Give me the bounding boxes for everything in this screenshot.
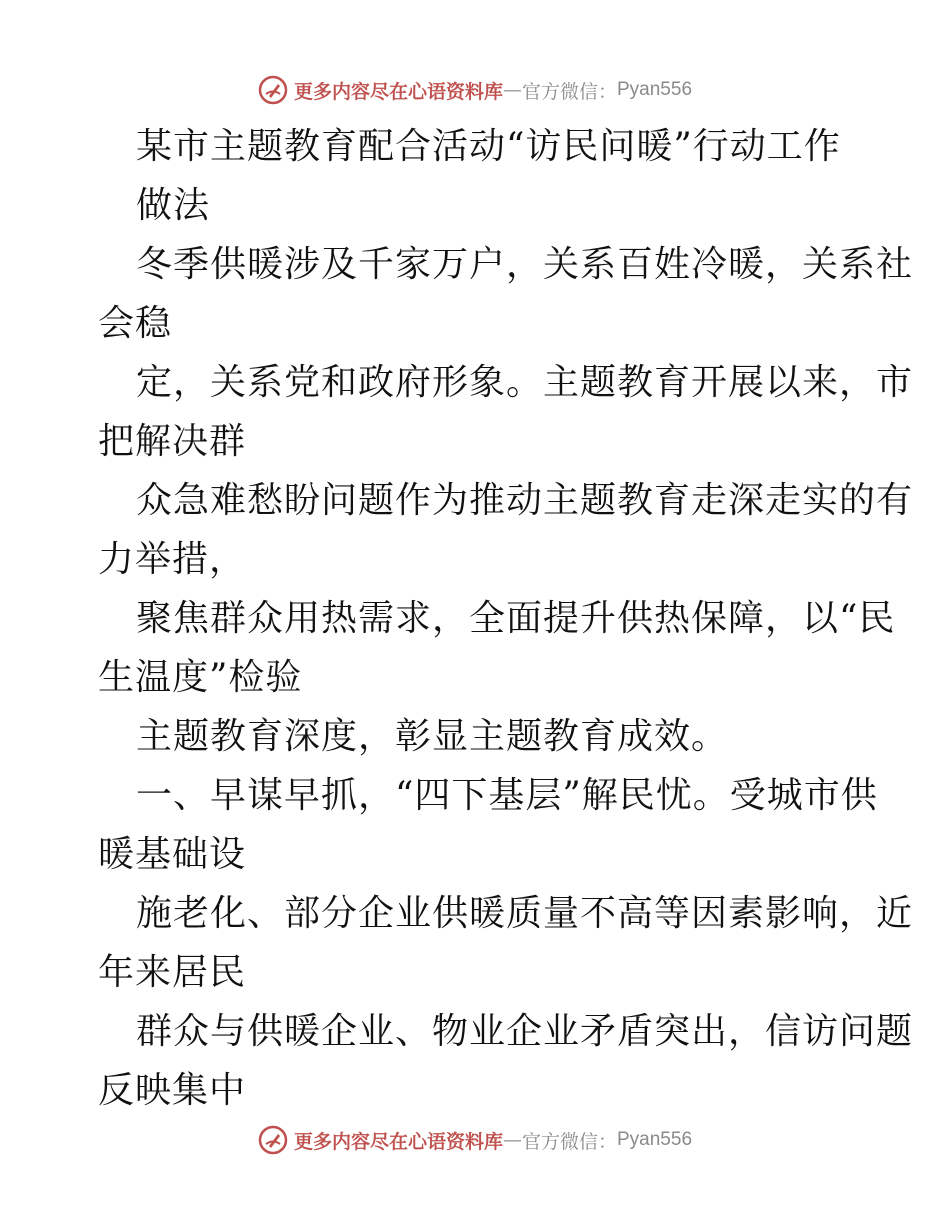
paragraph-line: 冬季供暖涉及千家万户，关系百姓冷暖，关系社 (136, 244, 914, 285)
book-pen-logo-icon (258, 1125, 288, 1155)
paragraph-line: 年来居民 (98, 952, 247, 993)
paragraph-line: 把解决群 (98, 421, 247, 462)
paragraph-line: 主题教育深度，彰显主题教育成效。 (136, 716, 729, 757)
footer-watermark (0, 1122, 950, 1158)
watermark-wechat-label: 官方微信： (521, 80, 617, 103)
paragraph-line: 暖基础设 (98, 834, 247, 875)
document-title-line-2: 做法 (136, 185, 211, 226)
paragraph-line: 生温度”检验 (98, 657, 303, 698)
watermark-wechat-label: 官方微信： (521, 1130, 617, 1153)
paragraph-line: 施老化、部分企业供暖质量不高等因素影响，近 (136, 893, 914, 934)
watermark-separator: — (502, 1129, 522, 1151)
watermark-wechat-id: Pyan556 (617, 79, 693, 100)
watermark-wechat-id: Pyan556 (617, 1129, 693, 1150)
paragraph-line: 群众与供暖企业、物业企业矛盾突出，信访问题 (136, 1011, 914, 1052)
paragraph-line: 力举措， (98, 539, 247, 580)
watermark-brand-text: 更多内容尽在心语资料库 (293, 1130, 503, 1153)
paragraph-line: 定，关系党和政府形象。主题教育开展以来，市 (136, 362, 914, 403)
paragraph-line: 众急难愁盼问题作为推动主题教育走深走实的有 (136, 480, 914, 521)
paragraph-line: 反映集中 (98, 1070, 247, 1111)
section-heading-line: 一、早谋早抓，“四下基层”解民忧。受城市供 (136, 775, 878, 816)
paragraph-line: 聚焦群众用热需求，全面提升供热保障，以“民 (136, 598, 896, 639)
paragraph-line: 会稳 (98, 303, 173, 344)
watermark-brand-text: 更多内容尽在心语资料库 (293, 80, 503, 103)
watermark-separator: — (502, 79, 522, 101)
document-title-line-1: 某市主题教育配合活动“访民问暖”行动工作 (136, 126, 841, 167)
